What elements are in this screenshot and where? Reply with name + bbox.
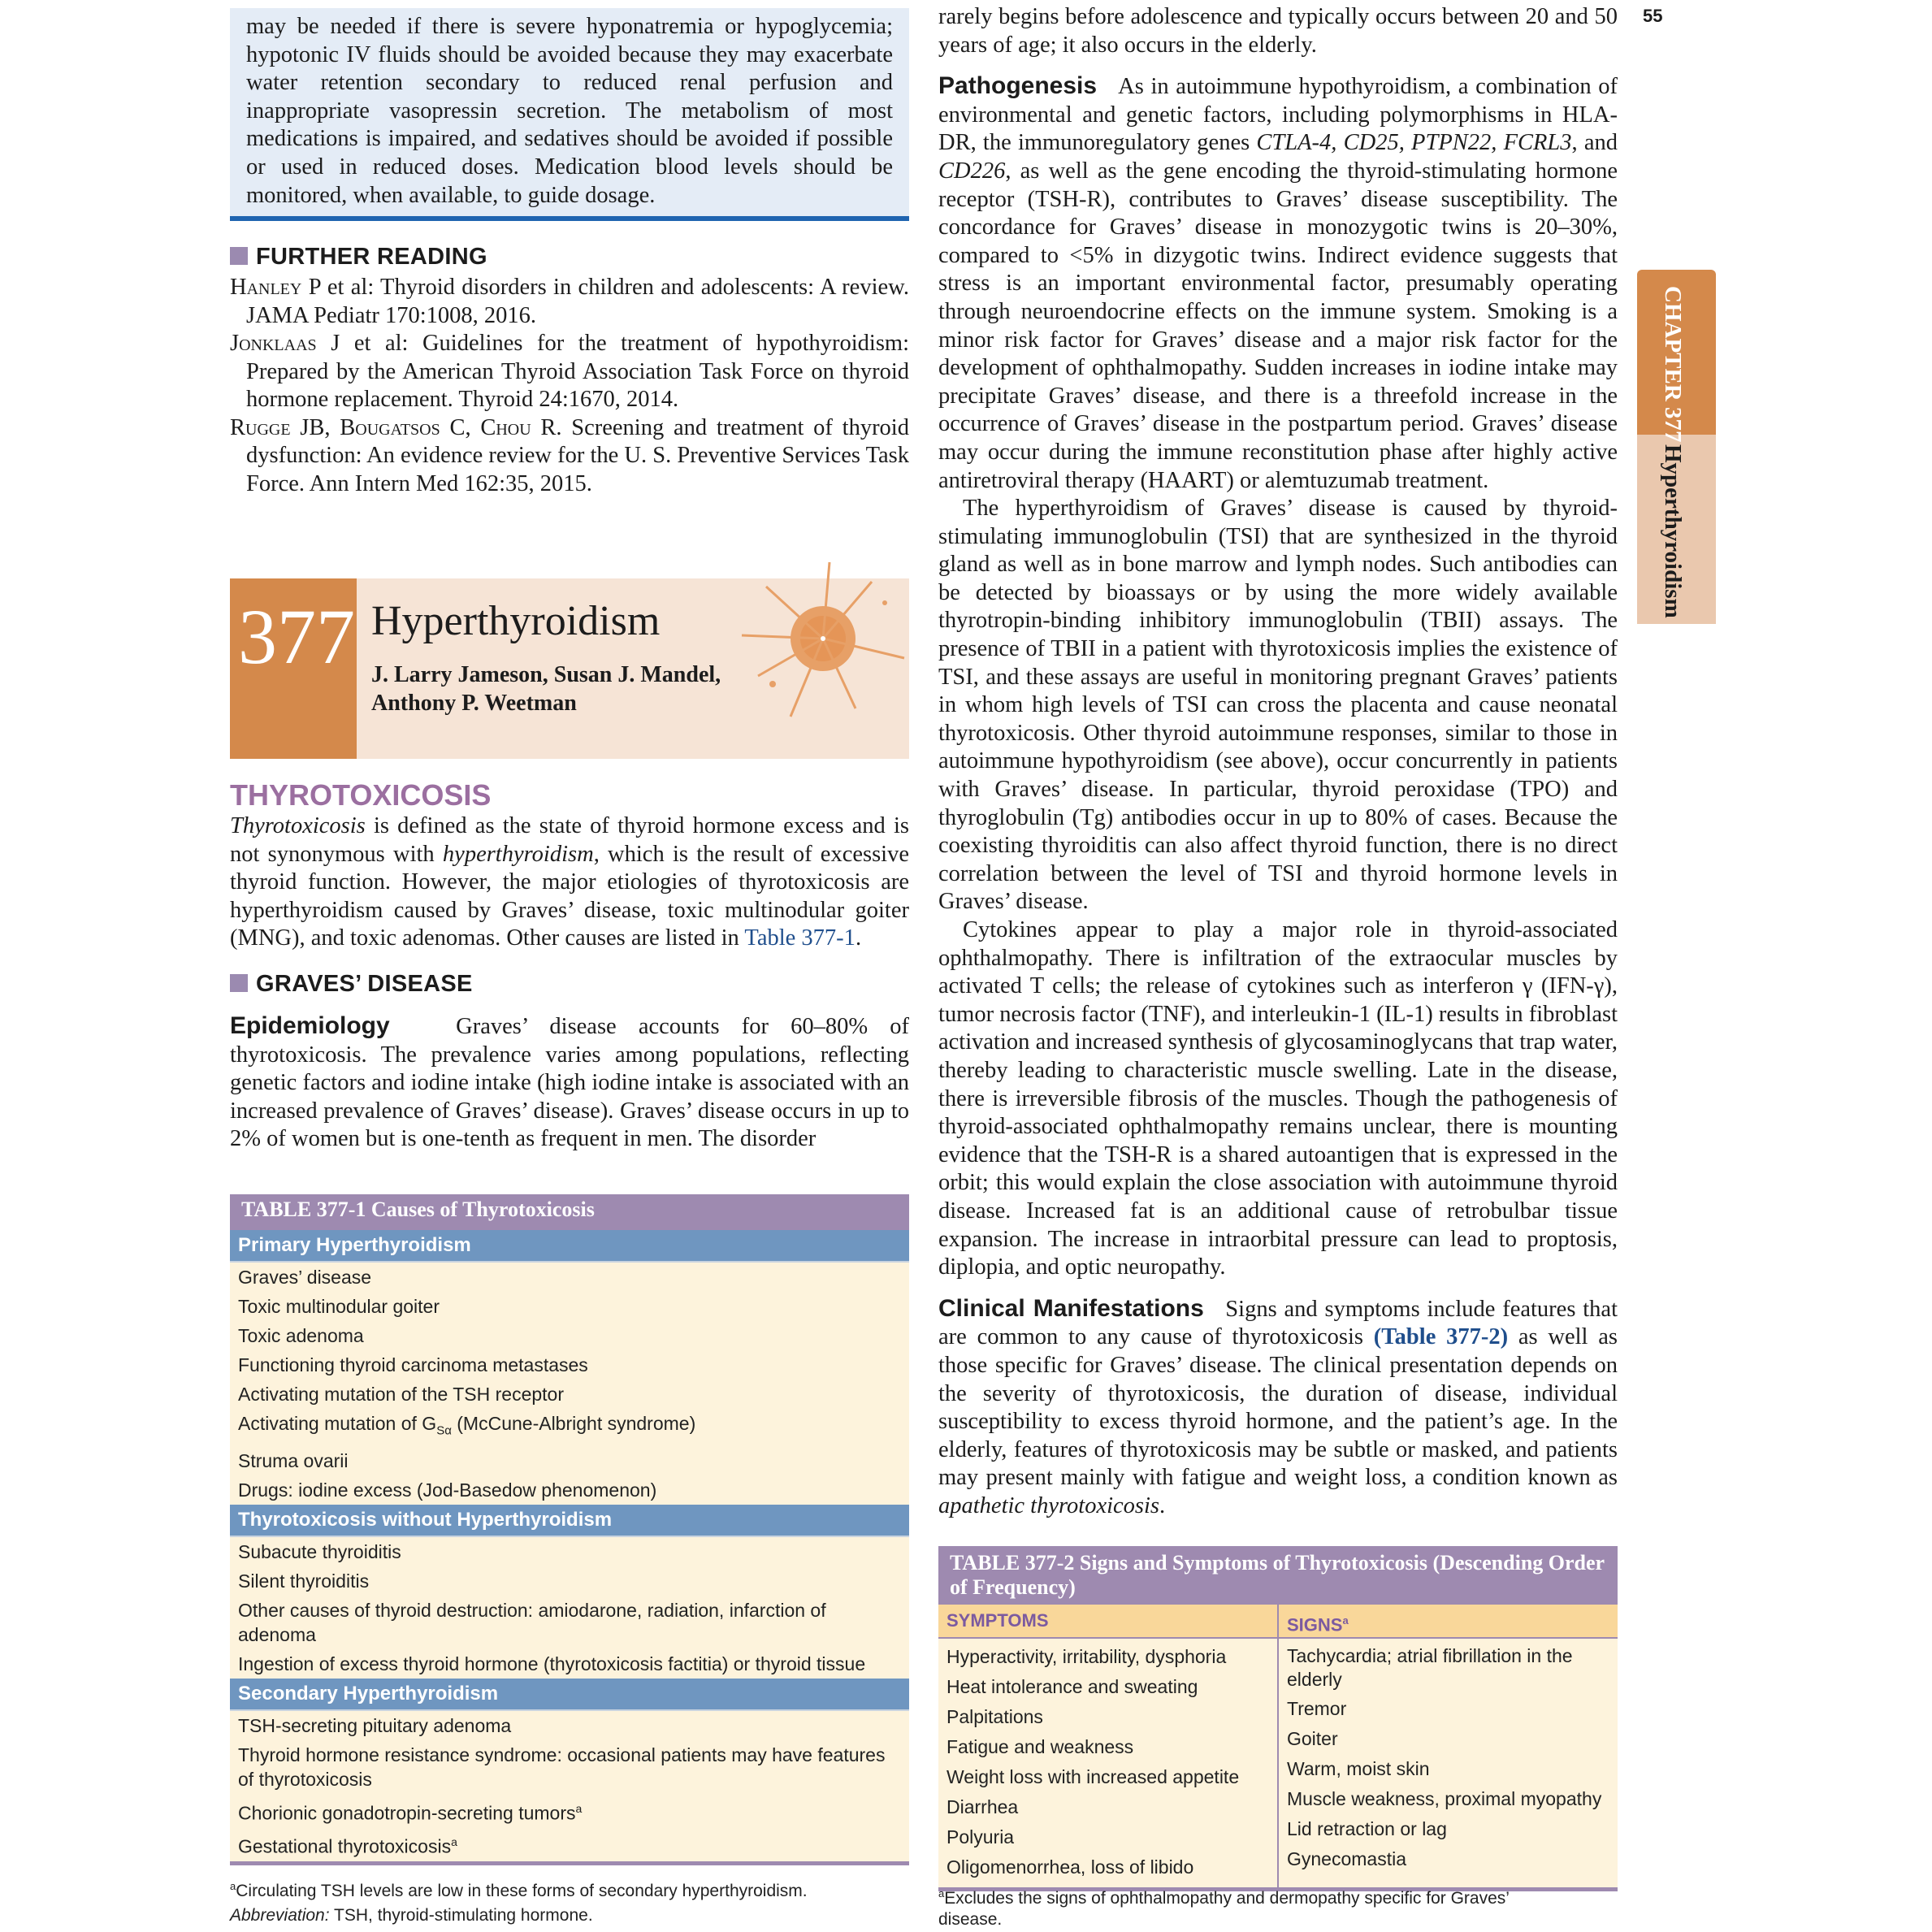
table-row: Diarrhea bbox=[947, 1796, 1019, 1817]
text: . bbox=[855, 925, 862, 951]
graves-heading-text: GRAVES’ DISEASE bbox=[256, 970, 473, 997]
table-title: TABLE 377-2 Signs and Symptoms of Thyrotoxicosis (Descending Order of Frequency) bbox=[938, 1546, 1618, 1605]
row-text: (McCune-Albright syndrome) bbox=[451, 1413, 696, 1434]
footnote-marker: a bbox=[938, 1887, 945, 1900]
table-row: Oligomenorrhea, loss of libido bbox=[947, 1856, 1194, 1878]
table-row: Toxic adenoma bbox=[238, 1325, 364, 1346]
table-body bbox=[938, 1639, 1618, 1891]
epidemiology-continued: rarely begins before adolescence and typically occurs between 20 and 50 years of age; it also occurs in the elderly. bbox=[938, 4, 1618, 58]
ref-author: Chou bbox=[480, 414, 531, 440]
page-number: 55 bbox=[1643, 6, 1663, 26]
table-row: Goiter bbox=[1287, 1728, 1338, 1749]
ref-author: Hanley bbox=[230, 275, 302, 300]
table-377-2 bbox=[938, 1546, 1618, 1891]
symptoms-column bbox=[938, 1639, 1279, 1887]
text: Signs and symptoms include features that are common to any cause of thyrotoxicosis bbox=[938, 1296, 1618, 1350]
pathogenesis-paragraph-2: The hyperthyroidism of Graves’ disease is caused by thyroid-stimulating immunoglobulin (TSI) that are synthesized in the thyroid gland as well as in bone marrow and lymph nodes. Such antibodies can be detected by bioassays or by using the more widely available thyrotropin-binding inhibitory immunoglobulin (TBII) assays. The presence of TBII in a patient with thyrotoxicosis implies the existence of TSI, and these assays are useful in monitoring pregnant Graves’ patients in whom high levels of TSI can cross the placenta and cause neonatal thyrotoxicosis. Other thyroid autoimmune responses, similar to those in autoimmune hypothyroidism (see above), occur concurrently in patients with Graves’ disease. In particular, thyroid peroxidase (TPO) and thyroglobulin (Tg) antibodies occur in up to 80% of cases. Because the coexisting thyroiditis can also affect thyroid function, there is no direct correlation between the level of TSI and thyroid hormone levels in Graves’ disease. bbox=[938, 496, 1618, 915]
chapter-tab-label: CHAPTER 377 bbox=[1660, 286, 1686, 443]
row-text: Activating mutation of G bbox=[238, 1413, 437, 1434]
chapter-number-block bbox=[230, 578, 357, 759]
chapter-opener bbox=[230, 578, 909, 759]
ref-text: R. Screening and treatment of thyroid dysfunction: An evidence review for the U. S. Preventive Services Task Force. Ann Intern Med 162:35, 2015. bbox=[246, 414, 909, 496]
ref-author: Bougatsos bbox=[340, 414, 440, 440]
table-row: Palpitations bbox=[947, 1706, 1043, 1727]
table-title: TABLE 377-1 Causes of Thyrotoxicosis bbox=[230, 1194, 909, 1230]
ref-text: J et al: Guidelines for the treatment of hypothyroidism: Prepared by the American Thyroid Association Task Force on thyroid hormone replacement. Thyroid 24:1670, 2014. bbox=[246, 331, 909, 412]
table-section-heading: Primary Hyperthyroidism bbox=[230, 1230, 909, 1263]
footnote-marker: a bbox=[1342, 1614, 1349, 1627]
table-footnote bbox=[230, 1874, 909, 1904]
header-text: SIGNS bbox=[1287, 1614, 1343, 1635]
row-text: Gestational thyrotoxicosis bbox=[238, 1835, 452, 1857]
table-row: Functioning thyroid carcinoma metastases bbox=[238, 1354, 588, 1375]
thyrotoxicosis-section bbox=[230, 778, 909, 1154]
table-section-heading: Thyrotoxicosis without Hyperthyroidism bbox=[230, 1505, 909, 1537]
text: Graves’ disease accounts for 60–80% of thyrotoxicosis. The prevalence varies among populations, reflecting genetic factors and iodine intake (high iodine intake is associated with an increased prevalence of Graves’ disease). Graves’ disease occurs in up to 2% of women but is one-tenth as frequent in men. The disorder bbox=[230, 1013, 909, 1152]
table-row: Fatigue and weakness bbox=[947, 1736, 1134, 1757]
table-row bbox=[230, 1794, 909, 1828]
abbr-text: TSH, thyroid-stimulating hormone. bbox=[329, 1906, 593, 1925]
continued-box bbox=[230, 8, 909, 221]
footnote-text: Excludes the signs of ophthalmopathy and dermopathy specific for Graves’ disease. bbox=[938, 1889, 1510, 1929]
column-header-signs bbox=[1279, 1605, 1618, 1637]
term: apathetic thyrotoxicosis bbox=[938, 1492, 1160, 1518]
abbr-label: Abbreviation: bbox=[230, 1906, 330, 1925]
splatter-illustration bbox=[734, 554, 912, 741]
subheading: Clinical Manifestations bbox=[938, 1294, 1204, 1322]
chapter-title: Hyperthyroidism bbox=[371, 598, 661, 644]
table-row: TSH-secreting pituitary adenoma bbox=[238, 1714, 512, 1736]
table-section-heading: Secondary Hyperthyroidism bbox=[230, 1679, 909, 1711]
further-reading-heading bbox=[230, 244, 909, 271]
right-column-text bbox=[938, 3, 1618, 1520]
table-row: Other causes of thyroid destruction: amiodarone, radiation, infarction of adenoma bbox=[238, 1599, 826, 1645]
further-reading-title: FURTHER READING bbox=[256, 244, 487, 270]
table-row: Ingestion of excess thyroid hormone (thyrotoxicosis factitia) or thyroid tissue bbox=[238, 1653, 866, 1674]
table-row: Tremor bbox=[1287, 1698, 1347, 1719]
table-row: Heat intolerance and sweating bbox=[947, 1676, 1198, 1697]
table-row: Activating mutation of the TSH receptor bbox=[238, 1384, 564, 1405]
table-row: Muscle weakness, proximal myopathy bbox=[1287, 1788, 1602, 1809]
table-row: Subacute thyroiditis bbox=[238, 1540, 401, 1562]
pathogenesis-paragraph-3: Cytokines appear to play a major role in thyroid-associated ophthalmopathy. There is infiltration of the extraocular muscles by activated T cells; the release of cytokines such as interferon γ (IFN-γ), tumor necrosis factor (TNF), and interleukin-1 (IL-1) results in fibroblast activation and increased synthesis of glycosaminoglycans that trap water, thereby leading to characteristic muscle swelling. Late in the disease, there is irreversible fibrosis of the muscles. Though the pathogenesis of thyroid-associated ophthalmopathy remains unclear, there is mounting evidence that the TSH-R is a shared autoantigen that is expressed in the orbit; this would explain the close association with autoimmune thyroid disease. Increased fat is an additional cause of retrobulbar tissue expansion. The increase in intraorbital pressure can lead to proptosis, diplopia, and optic neuropathy. bbox=[938, 917, 1618, 1280]
table-row: Polyuria bbox=[947, 1826, 1015, 1848]
text: , which is the result of excessive thyroid function. However, the major etiologies of thyrotoxicosis are hyperthyroidism caused by Graves’ disease, toxic multinodular goiter (MNG), and toxic adenomas. Other causes are listed in bbox=[230, 841, 910, 951]
table-header-row bbox=[938, 1605, 1618, 1639]
footnote-text: Circulating TSH levels are low in these forms of secondary hyperthyroidism. bbox=[236, 1882, 808, 1900]
table-link[interactable]: Table 377-1 bbox=[744, 925, 856, 951]
table-row: Lid retraction or lag bbox=[1287, 1818, 1447, 1839]
thyrotoxicosis-paragraph bbox=[230, 812, 909, 953]
table-link[interactable]: (Table 377-2) bbox=[1373, 1324, 1509, 1350]
table-row: Thyroid hormone resistance syndrome: occasional patients may have features of thyrotoxicosis bbox=[238, 1744, 886, 1790]
table-row: Tachycardia; atrial fibrillation in the elderly bbox=[1287, 1645, 1573, 1690]
reference-3 bbox=[230, 414, 909, 499]
footnote-marker: a bbox=[230, 1880, 236, 1892]
text: As in autoimmune hypothyroidism, a combination of environmental and genetic factors, including polymorphisms in HLA-DR, the immunoregulatory genes bbox=[938, 74, 1618, 156]
chapter-authors-1: J. Larry Jameson, Susan J. Mandel, bbox=[371, 662, 721, 687]
table-row: Drugs: iodine excess (Jod-Basedow phenomenon) bbox=[238, 1479, 657, 1501]
row-text: Chorionic gonadotropin-secreting tumors bbox=[238, 1802, 576, 1824]
table-row bbox=[230, 1409, 909, 1446]
column-header-symptoms: SYMPTOMS bbox=[938, 1605, 1279, 1637]
ref-text: P et al: Thyroid disorders in children and adolescents: A review. JAMA Pediatr 170:1008, 2016. bbox=[246, 275, 909, 328]
graves-heading bbox=[230, 971, 909, 998]
chapter-number: 377 bbox=[238, 593, 355, 680]
table-row: Graves’ disease bbox=[238, 1267, 372, 1288]
chapter-tab bbox=[1637, 270, 1716, 624]
term: hyperthyroidism bbox=[442, 841, 594, 867]
epidemiology-paragraph bbox=[230, 1012, 909, 1154]
continued-box-text: may be needed if there is severe hyponatremia or hypoglycemia; hypotonic IV fluids should be avoided because they may exacerbate water retention secondary to reduced renal perfusion and inappropriate vasopressin secretion. The metabolism of most medications is impaired, and sedatives should be avoided if possible or used in reduced doses. Medication blood levels should be monitored, when available, to guide dosage. bbox=[246, 14, 893, 208]
table-row: Struma ovarii bbox=[238, 1449, 349, 1471]
table-row: Gynecomastia bbox=[1287, 1848, 1407, 1869]
table-377-2-footnote bbox=[938, 1883, 1556, 1930]
reference-2 bbox=[230, 330, 909, 414]
text: is defined as the state of thyroid hormone excess and is not synonymous with bbox=[230, 813, 909, 867]
chapter-tab-title: Hyperthyroidism bbox=[1660, 444, 1686, 618]
table-377-1-footnotes bbox=[230, 1874, 909, 1928]
footnote-marker: a bbox=[575, 1801, 583, 1815]
square-bullet-icon bbox=[230, 974, 248, 992]
clinical-paragraph bbox=[938, 1295, 1618, 1521]
ref-author: Rugge bbox=[230, 414, 291, 440]
reference-1 bbox=[230, 274, 909, 330]
ref-text: JB, bbox=[290, 414, 340, 440]
subheading: Epidemiology bbox=[230, 1011, 390, 1039]
further-reading bbox=[230, 244, 909, 498]
table-377-1 bbox=[230, 1194, 909, 1865]
square-bullet-icon bbox=[230, 247, 248, 265]
table-row: Warm, moist skin bbox=[1287, 1758, 1430, 1779]
section-heading: THYROTOXICOSIS bbox=[230, 778, 492, 812]
ref-text: C, bbox=[440, 414, 481, 440]
text: as well as those specific for Graves’ disease. The clinical presentation depends on the severity of thyrotoxicosis, the duration of disease, individual susceptibility to excess thyroid hormone, and the patient’s age. In the elderly, features of thyrotoxicosis may be subtle or masked, and patients may present mainly with fatigue and weight loss, a condition known as bbox=[938, 1324, 1618, 1491]
ref-author: Jonklaas bbox=[230, 331, 317, 356]
pathogenesis-paragraph bbox=[938, 72, 1618, 495]
text: . bbox=[1159, 1492, 1166, 1518]
table-row: Toxic multinodular goiter bbox=[238, 1296, 440, 1317]
subheading: Pathogenesis bbox=[938, 72, 1098, 100]
table-row: Weight loss with increased appetite bbox=[947, 1766, 1240, 1787]
text: , as well as the gene encoding the thyroid-stimulating hormone receptor (TSH-R), contributes to Graves’ disease susceptibility. The concordance for Graves’ disease in monozygotic twins is 20–30%, compared to <5% in dizygotic twins. Indirect evidence suggests that stress is an important environmental factor, presumably operating through neuroendocrine effects on the immune system. Smoking is a minor risk factor for Graves’ disease and a major risk factor for the development of ophthalmopathy. Sudden increases in iodine intake may precipitate Graves’ disease, and there is a threefold increase in the occurrence of Graves’ disease in the postpartum period. Graves’ disease may occur during the immune reconstitution phase after highly active antiretroviral therapy (HAART) or alemtuzumab treatment. bbox=[938, 158, 1618, 493]
table-row: Silent thyroiditis bbox=[238, 1570, 370, 1592]
table-row: Hyperactivity, irritability, dysphoria bbox=[947, 1646, 1227, 1667]
subscript: Sα bbox=[436, 1423, 452, 1438]
gene-names: CD226 bbox=[938, 158, 1006, 184]
gene-names: CTLA-4, CD25, PTPN22, FCRL3 bbox=[1256, 130, 1572, 156]
term: Thyrotoxicosis bbox=[230, 813, 366, 838]
table-row bbox=[230, 1827, 909, 1865]
footnote-marker: a bbox=[451, 1835, 457, 1849]
signs-column bbox=[1279, 1639, 1618, 1887]
text: , and bbox=[1571, 130, 1618, 156]
table-abbreviation bbox=[230, 1904, 909, 1928]
chapter-authors-2: Anthony P. Weetman bbox=[371, 691, 577, 716]
